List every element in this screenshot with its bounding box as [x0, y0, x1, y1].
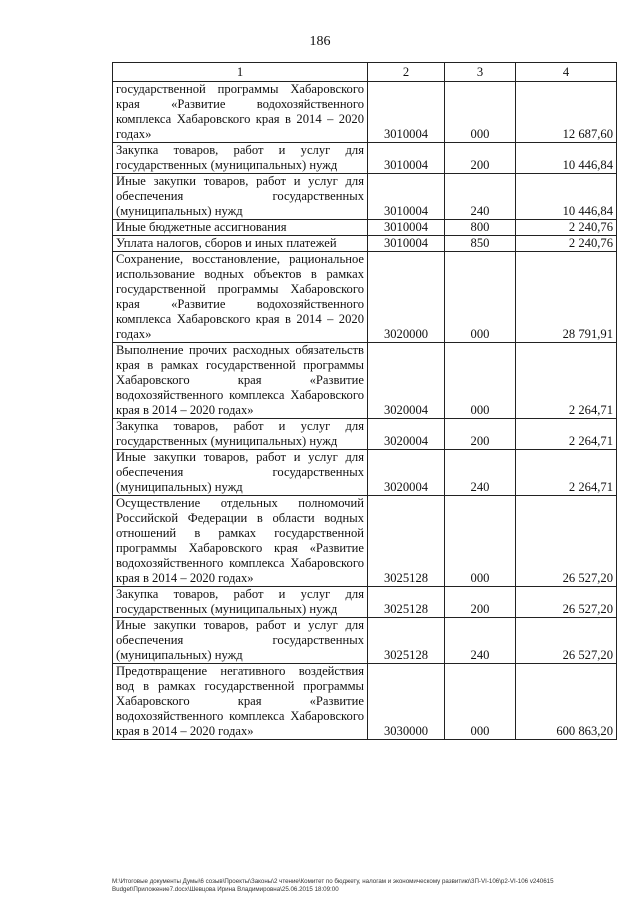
table-row	[113, 174, 617, 220]
page-number: 186	[309, 34, 331, 49]
row-name: Иные закупки товаров, работ и услуг для обеспечения государственных (муниципальных) нужд	[113, 174, 368, 220]
row-target-code: 3010004	[368, 82, 445, 143]
row-name: Закупка товаров, работ и услуг для государственных (муниципальных) нужд	[113, 587, 368, 618]
row-name: Уплата налогов, сборов и иных платежей	[113, 236, 368, 252]
table-row	[113, 236, 617, 252]
row-expense-type: 000	[445, 82, 516, 143]
table-row	[113, 220, 617, 236]
row-target-code: 3025128	[368, 618, 445, 664]
row-name: государственной программы Хабаровского края «Развитие водохозяйственного комплекса Хабаровского края в 2014 – 2020 годах»	[113, 82, 368, 143]
row-name: Предотвращение негативного воздействия вод в рамках государственной программы Хабаровского края «Развитие водохозяйственного комплекса Хабаровского края в 2014 – 2020 годах»	[113, 664, 368, 740]
column-header-4: 4	[516, 63, 617, 82]
row-target-code: 3020000	[368, 252, 445, 343]
row-amount: 28 791,91	[516, 252, 617, 343]
table-body	[113, 82, 617, 740]
row-name: Осуществление отдельных полномочий Российской Федерации в области водных отношений в рамках государственной программы Хабаровского края «Развитие водохозяйственного комплекса Хабаровского края в 2014 – 2020 годах»	[113, 496, 368, 587]
row-amount: 26 527,20	[516, 587, 617, 618]
document-footer-path: M:\Итоговые документы Думы\6 созыв\Проекты\Законы\2 чтение\Комитет по бюджету, налогам и экономическому развитию\3П-VI-106\р2-VI-106 v240615 Budget\Приложение7.docx\Шевцова Ирина Владимировна\25.06.2015 18:09:00	[112, 878, 554, 893]
table-row	[113, 496, 617, 587]
row-target-code: 3020004	[368, 419, 445, 450]
table-row	[113, 587, 617, 618]
row-name: Иные бюджетные ассигнования	[113, 220, 368, 236]
table-row	[113, 252, 617, 343]
row-amount: 600 863,20	[516, 664, 617, 740]
row-target-code: 3010004	[368, 174, 445, 220]
table-row	[113, 450, 617, 496]
row-name: Иные закупки товаров, работ и услуг для обеспечения государственных (муниципальных) нужд	[113, 618, 368, 664]
table-row	[113, 82, 617, 143]
row-amount: 2 264,71	[516, 343, 617, 419]
row-amount: 2 264,71	[516, 450, 617, 496]
budget-table	[112, 62, 617, 740]
table-row	[113, 343, 617, 419]
row-amount: 26 527,20	[516, 618, 617, 664]
row-amount: 12 687,60	[516, 82, 617, 143]
row-expense-type: 240	[445, 618, 516, 664]
row-target-code: 3020004	[368, 343, 445, 419]
row-target-code: 3010004	[368, 143, 445, 174]
row-amount: 2 240,76	[516, 220, 617, 236]
row-amount: 10 446,84	[516, 174, 617, 220]
row-amount: 26 527,20	[516, 496, 617, 587]
column-header-2: 2	[368, 63, 445, 82]
row-expense-type: 000	[445, 664, 516, 740]
table-row	[113, 143, 617, 174]
row-expense-type: 850	[445, 236, 516, 252]
row-amount: 10 446,84	[516, 143, 617, 174]
row-amount: 2 264,71	[516, 419, 617, 450]
row-target-code: 3030000	[368, 664, 445, 740]
row-expense-type: 200	[445, 419, 516, 450]
row-expense-type: 200	[445, 143, 516, 174]
table-header-row	[113, 63, 617, 82]
row-target-code: 3025128	[368, 496, 445, 587]
row-name: Иные закупки товаров, работ и услуг для обеспечения государственных (муниципальных) нужд	[113, 450, 368, 496]
row-expense-type: 000	[445, 343, 516, 419]
column-header-1: 1	[113, 63, 368, 82]
row-amount: 2 240,76	[516, 236, 617, 252]
row-expense-type: 000	[445, 252, 516, 343]
row-target-code: 3010004	[368, 220, 445, 236]
row-name: Выполнение прочих расходных обязательств края в рамках государственной программы Хабаровского края «Развитие водохозяйственного комплекса Хабаровского края в 2014 – 2020 годах»	[113, 343, 368, 419]
table-row	[113, 618, 617, 664]
row-expense-type: 200	[445, 587, 516, 618]
row-expense-type: 240	[445, 450, 516, 496]
table-row	[113, 419, 617, 450]
row-name: Закупка товаров, работ и услуг для государственных (муниципальных) нужд	[113, 419, 368, 450]
row-name: Закупка товаров, работ и услуг для государственных (муниципальных) нужд	[113, 143, 368, 174]
row-target-code: 3020004	[368, 450, 445, 496]
row-expense-type: 240	[445, 174, 516, 220]
row-expense-type: 000	[445, 496, 516, 587]
row-target-code: 3025128	[368, 587, 445, 618]
row-name: Сохранение, восстановление, рациональное использование водных объектов в рамках государственной программы Хабаровского края «Развитие водохозяйственного комплекса Хабаровского края в 2014 – 2020 годах»	[113, 252, 368, 343]
column-header-3: 3	[445, 63, 516, 82]
table-row	[113, 664, 617, 740]
row-expense-type: 800	[445, 220, 516, 236]
row-target-code: 3010004	[368, 236, 445, 252]
